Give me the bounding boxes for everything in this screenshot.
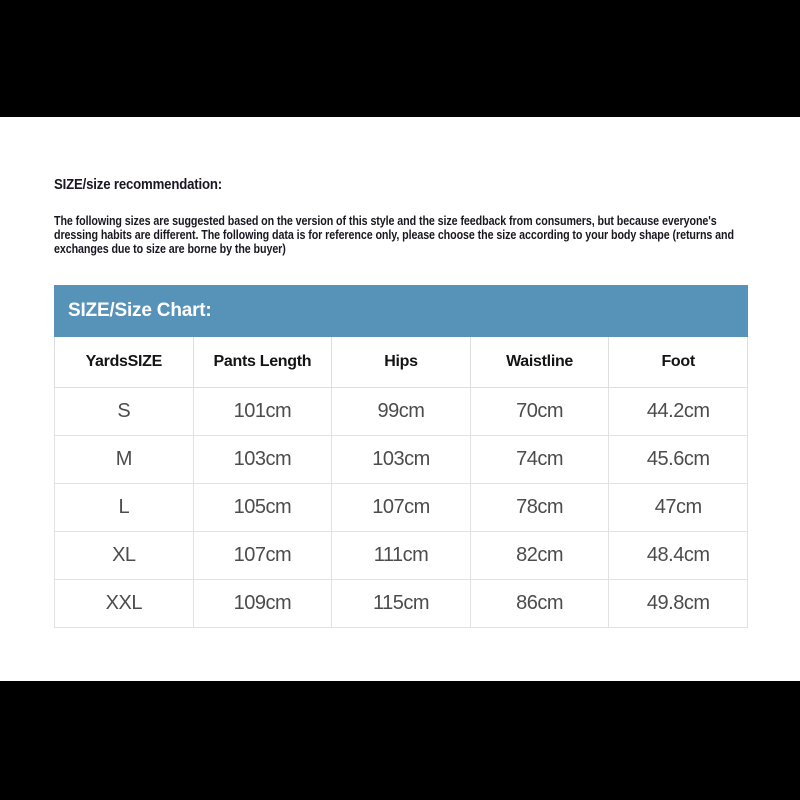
size-chart-table <box>54 337 748 628</box>
table-row-xl <box>55 531 748 579</box>
pants-length-cell: 109cm <box>193 579 332 627</box>
pants-length-cell: 103cm <box>193 435 332 483</box>
recommendation-heading: SIZE/size recommendation: <box>54 176 222 193</box>
size-label-cell: XL <box>55 531 194 579</box>
waistline-cell: 82cm <box>470 531 609 579</box>
table-header-row <box>55 337 748 387</box>
size-label-cell: M <box>55 435 194 483</box>
pants-length-cell: 105cm <box>193 483 332 531</box>
foot-cell: 48.4cm <box>609 531 748 579</box>
column-header-pants-length: Pants Length <box>193 337 332 387</box>
top-letterbox-bar <box>0 0 800 117</box>
hips-cell: 115cm <box>332 579 471 627</box>
foot-cell: 47cm <box>609 483 748 531</box>
pants-length-cell: 101cm <box>193 387 332 435</box>
waistline-cell: 70cm <box>470 387 609 435</box>
foot-cell: 45.6cm <box>609 435 748 483</box>
column-header-foot: Foot <box>609 337 748 387</box>
bottom-letterbox-bar <box>0 681 800 800</box>
foot-cell: 44.2cm <box>609 387 748 435</box>
waistline-cell: 86cm <box>470 579 609 627</box>
column-header-yards-size: YardsSIZE <box>55 337 194 387</box>
table-row-xxl <box>55 579 748 627</box>
table-row-s <box>55 387 748 435</box>
waistline-cell: 74cm <box>470 435 609 483</box>
hips-cell: 99cm <box>332 387 471 435</box>
recommendation-body: The following sizes are suggested based on the version of this style and the size feedback from consumers, but because everyone's dressing habits are different. The following data is for reference only, please choose the size according to your body shape (returns and exchanges due to size are borne by the buyer) <box>54 214 734 257</box>
hips-cell: 107cm <box>332 483 471 531</box>
size-label-cell: S <box>55 387 194 435</box>
column-header-waistline: Waistline <box>470 337 609 387</box>
table-row-l <box>55 483 748 531</box>
size-chart-title: SIZE/Size Chart: <box>68 300 212 321</box>
hips-cell: 111cm <box>332 531 471 579</box>
hips-cell: 103cm <box>332 435 471 483</box>
size-label-cell: L <box>55 483 194 531</box>
size-chart <box>54 285 748 628</box>
table-row-m <box>55 435 748 483</box>
column-header-hips: Hips <box>332 337 471 387</box>
waistline-cell: 78cm <box>470 483 609 531</box>
pants-length-cell: 107cm <box>193 531 332 579</box>
size-chart-title-bar <box>54 285 748 337</box>
foot-cell: 49.8cm <box>609 579 748 627</box>
size-label-cell: XXL <box>55 579 194 627</box>
